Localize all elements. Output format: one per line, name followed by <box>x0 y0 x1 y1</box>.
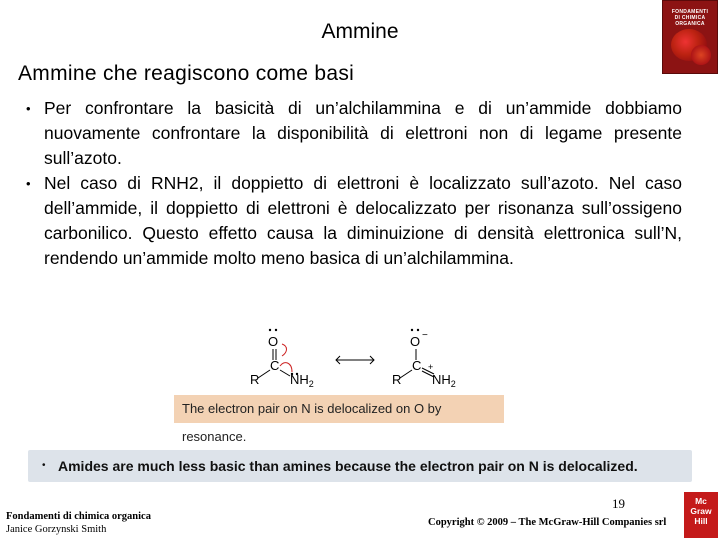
slide-subtitle: Ammine che reagiscono come basi <box>18 62 355 85</box>
bullet-marker: • <box>26 101 31 116</box>
carbon-atom: C <box>412 358 422 373</box>
carbon-atom: C <box>270 358 280 373</box>
bullet-text: Nel caso di RNH2, il doppietto di elettroni è localizzato sull’azoto. Nel caso dell’ammide, il doppietto di elettroni è delocalizzato per risonanza sull’ossigeno carbonilico. Questo effetto causa la diminuizione di densità elettronica sull’N, rendendo un’ammide molto meno basica di un’alchilammina. <box>44 173 682 268</box>
r-group: R <box>250 372 260 387</box>
copyright-notice: Copyright © 2009 – The McGraw-Hill Companies srl <box>428 517 667 528</box>
amine-group: $NH_2$ <box>432 372 456 389</box>
structure-left <box>250 329 314 389</box>
book-cover-title: FONDAMENTI DI CHIMICA ORGANICA <box>671 9 709 27</box>
r-group: R <box>392 372 402 387</box>
figure-caption: The electron pair on N is delocalized on O by resonance. <box>174 395 504 423</box>
resonance-structures-figure <box>240 326 470 392</box>
resonance-arrow-icon <box>336 356 374 364</box>
bullet-list <box>26 96 682 271</box>
electron-arrow-icon <box>282 344 287 356</box>
bullet-marker: • <box>26 176 31 191</box>
note-bullet: • <box>42 460 46 471</box>
bullet-item <box>26 171 682 271</box>
slide-title: Ammine <box>321 20 399 43</box>
positive-charge: + <box>428 362 434 372</box>
page-number: 19 <box>612 496 625 511</box>
oxygen-atom: O <box>410 334 421 349</box>
bullet-text: Per confrontare la basicità di un’alchilammina e di un’ammide dobbiamo nuovamente confrontare la disponibilità di elettroni non di legame presente sull’azoto. <box>44 98 682 168</box>
structure-right <box>392 329 456 389</box>
summary-note <box>28 450 692 482</box>
note-text: Amides are much less basic than amines because the electron pair on N is delocalized. <box>58 458 638 474</box>
book-cover-thumbnail <box>662 0 718 74</box>
amine-group: $NH_2$ <box>290 372 314 389</box>
negative-charge: − <box>422 330 428 341</box>
bullet-item <box>26 96 682 171</box>
author-name: Janice Gorzynski Smith <box>6 524 107 535</box>
book-title: Fondamenti di chimica organica <box>6 511 151 522</box>
oxygen-atom: O <box>268 334 279 349</box>
flower-image-secondary <box>691 45 711 65</box>
mcgraw-hill-logo: Mc Graw Hill <box>684 492 718 538</box>
